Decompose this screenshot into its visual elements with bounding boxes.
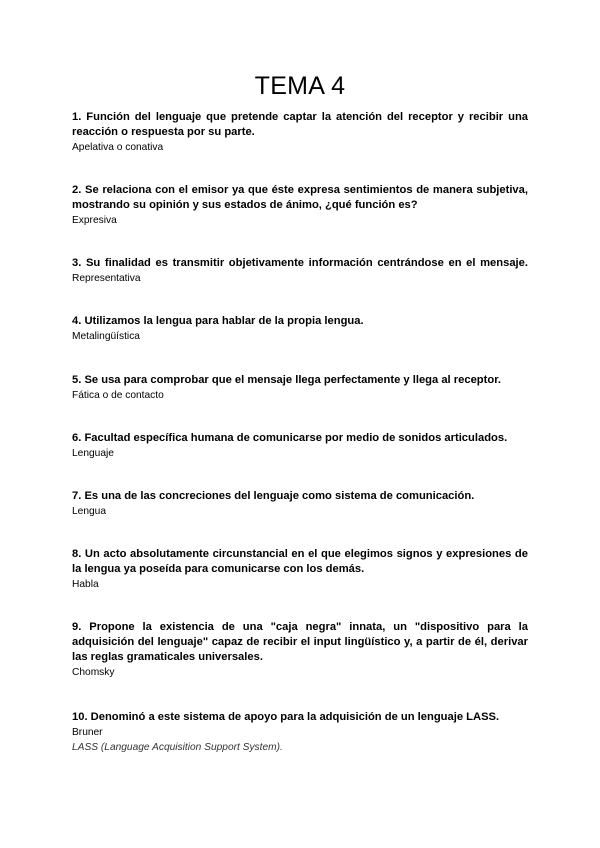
question-text: 4. Utilizamos la lengua para hablar de la propia lengua. [72, 315, 364, 327]
question-item-1 [72, 110, 528, 155]
question-text: 5. Se usa para comprobar que el mensaje llega perfectamente y llega al receptor. [72, 374, 502, 386]
answer-text: Bruner [72, 727, 103, 738]
answer-text: Fática o de contacto [72, 390, 164, 401]
question-item-9 [72, 620, 528, 680]
question-item-10 [72, 710, 528, 755]
question-text: 8. Un acto absolutamente circunstancial en el que elegimos signos y expresiones de la lengua ya poseída para comunicarse con los demás. [72, 548, 528, 575]
answer-text: Chomsky [72, 667, 115, 678]
question-item-5 [72, 373, 528, 403]
answer-text: Representativa [72, 273, 141, 284]
question-item-8 [72, 547, 528, 592]
answer-text: Lenguaje [72, 448, 114, 459]
question-text: 3. Su finalidad es transmitir objetivamente información centrándose en el mensaje. [72, 257, 528, 269]
answer-text: Apelativa o conativa [72, 142, 164, 153]
question-item-7 [72, 489, 528, 519]
question-text: 7. Es una de las concreciones del lenguaje como sistema de comunicación. [72, 490, 475, 502]
question-text: 1. Función del lenguaje que pretende captar la atención del receptor y recibir una reacción o respuesta por su parte. [72, 111, 528, 138]
page-title: TEMA 4 [254, 72, 346, 100]
question-text: 9. Propone la existencia de una "caja negra" innata, un "dispositivo para la adquisición del lenguaje" capaz de recibir el input lingüístico y, a partir de él, derivar las reglas gramaticales universales. [72, 621, 528, 663]
answer-text: Metalingüística [72, 331, 140, 342]
answer-text: Lengua [72, 506, 106, 517]
question-text: 10. Denominó a este sistema de apoyo para la adquisición de un lenguaje LASS. [72, 711, 500, 723]
answer-text: Expresiva [72, 215, 117, 226]
question-text: 2. Se relaciona con el emisor ya que éste expresa sentimientos de manera subjetiva, mostrando su opinión y sus estados de ánimo, ¿qué función es? [72, 184, 528, 211]
question-item-2 [72, 183, 528, 228]
question-item-6 [72, 431, 528, 461]
question-item-4 [72, 314, 528, 344]
answer-text: Habla [72, 579, 99, 590]
question-item-3 [72, 256, 528, 286]
answer-note: LASS (Language Acquisition Support System). [72, 742, 283, 753]
question-text: 6. Facultad específica humana de comunicarse por medio de sonidos articulados. [72, 432, 508, 444]
